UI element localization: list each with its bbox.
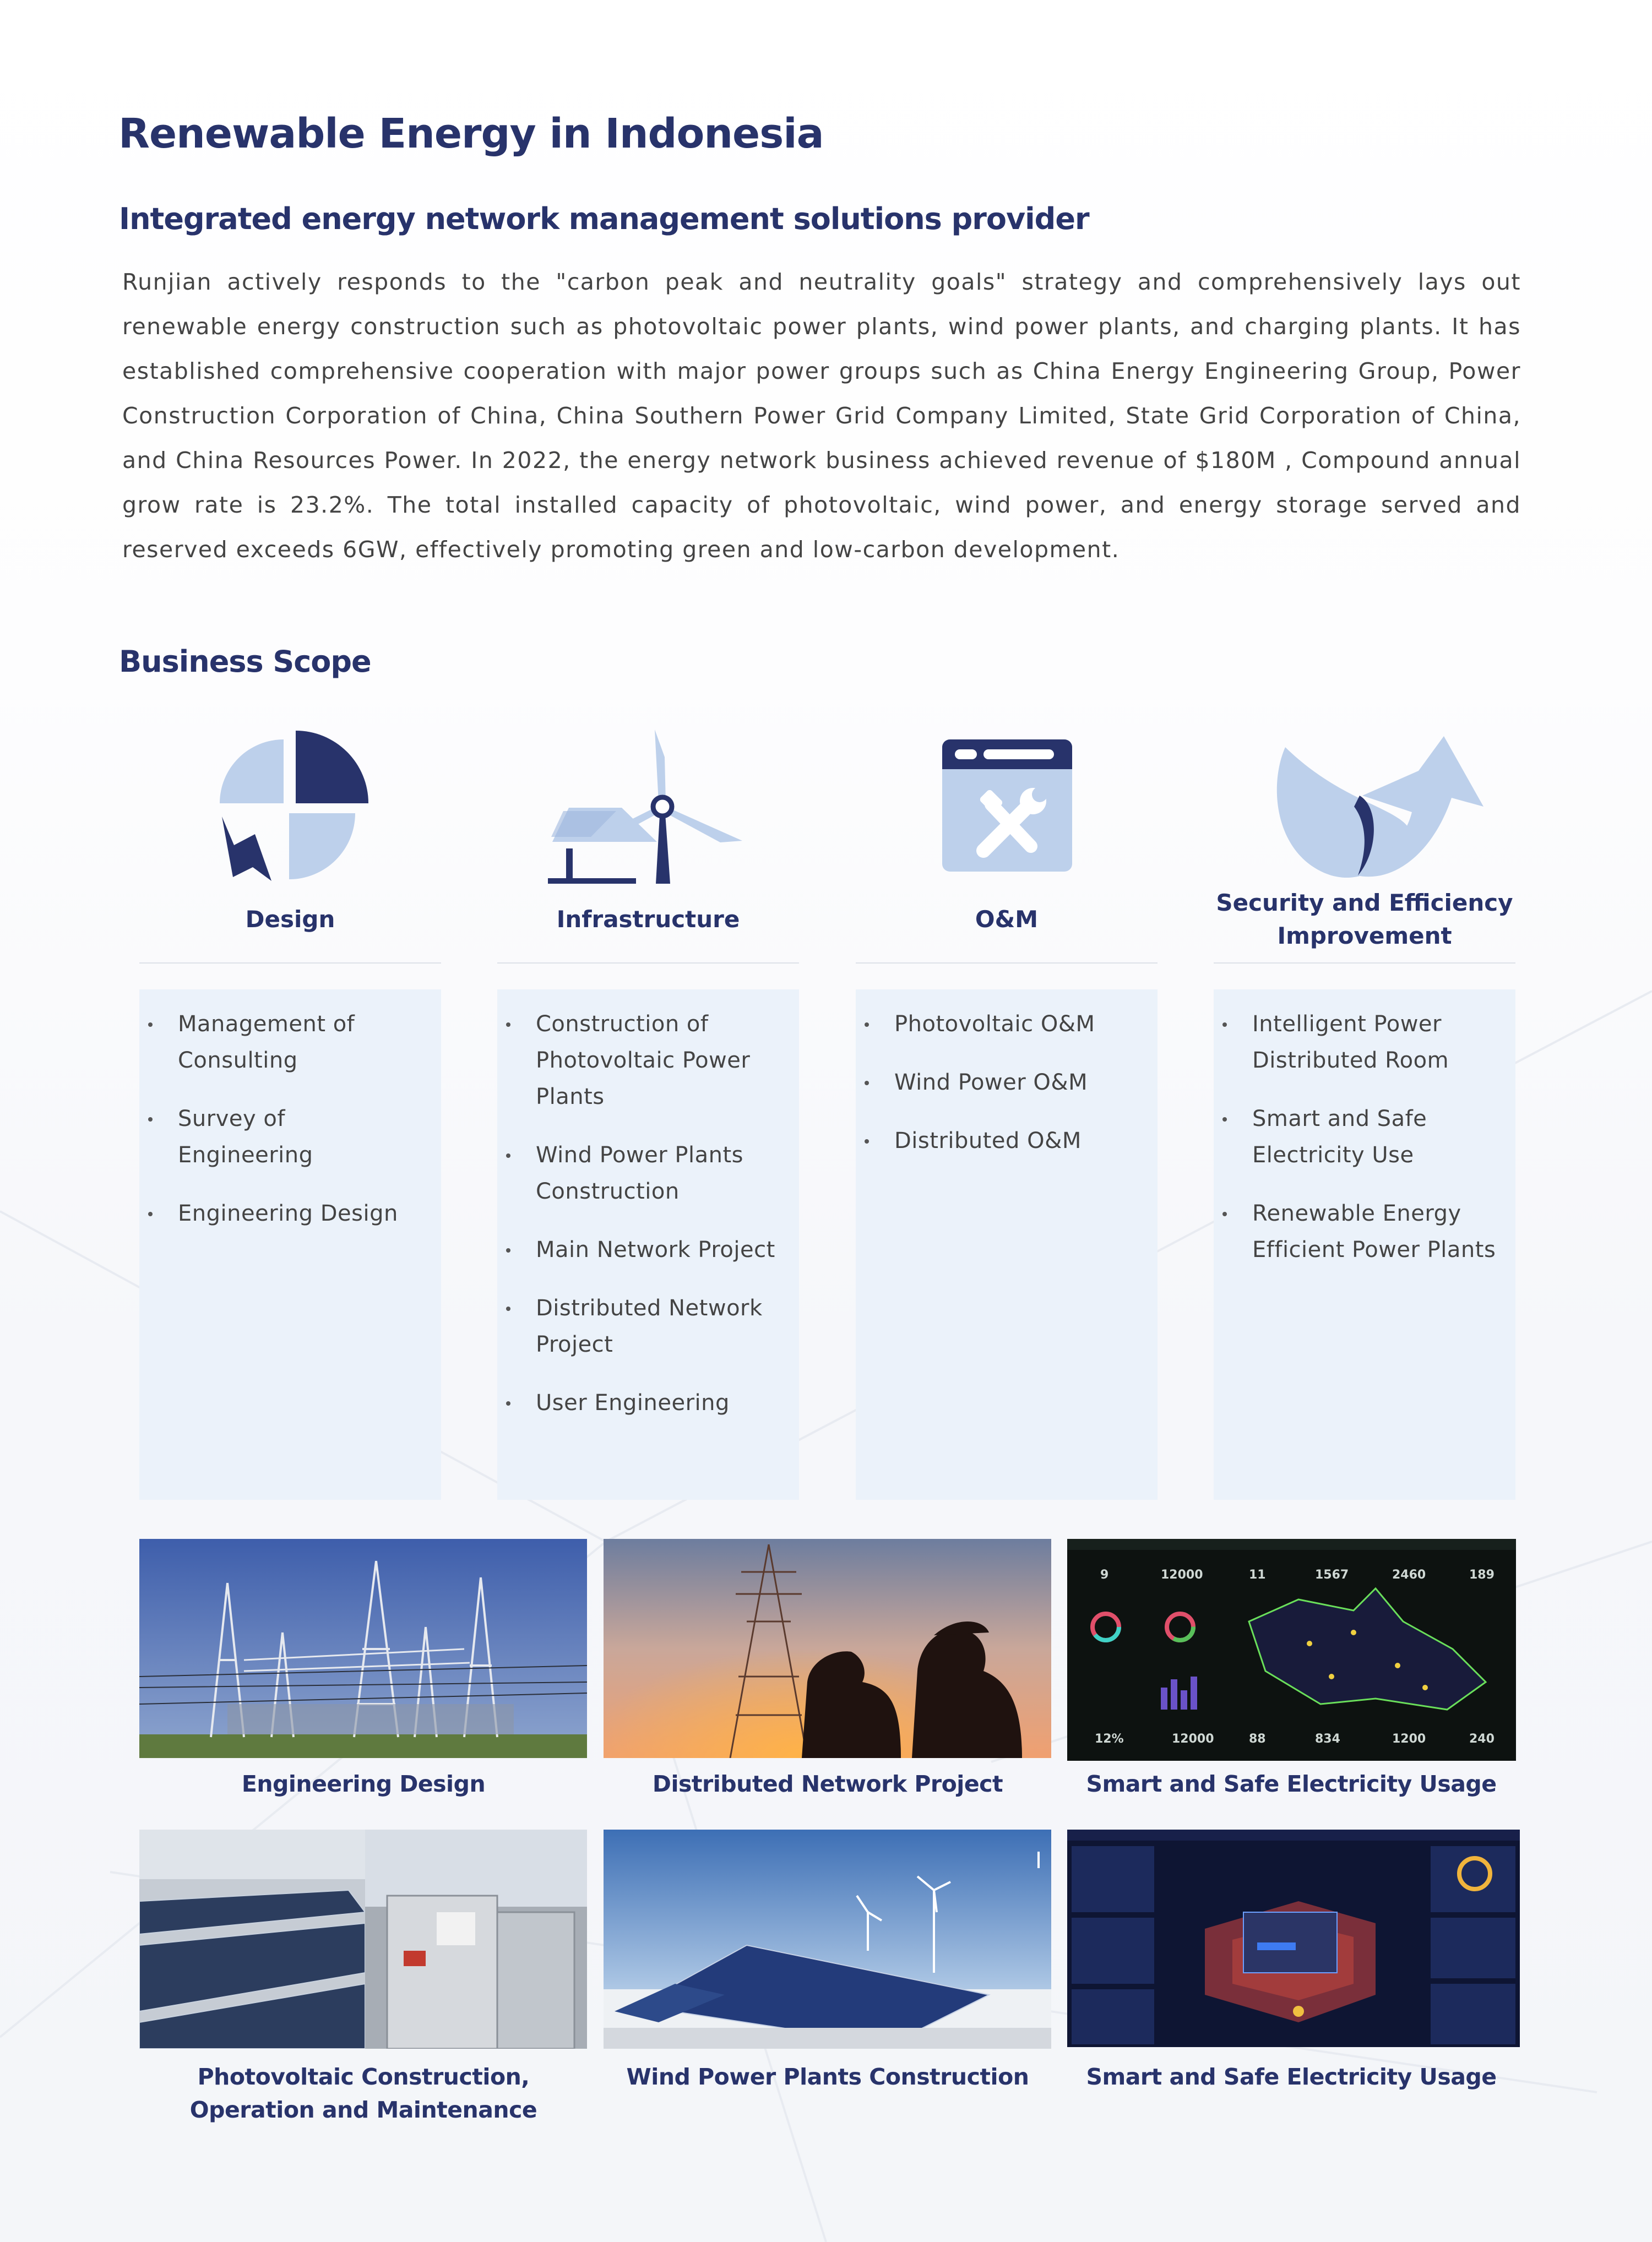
solar-and-wind-farm-photo	[604, 1830, 1051, 2049]
caption-line-1: Photovoltaic Construction,	[197, 2064, 530, 2090]
security-efficiency-label: Security and Efficiency Improvement	[1216, 889, 1513, 949]
wind-turbine-solar-icon	[497, 724, 799, 889]
intro-paragraph: Runjian actively responds to the "carbon peak and neutrality goals" strategy and comprehensively lays out renewable energy construction such as photovoltaic power plants, wind power plants, and charging plants. It has established comprehensive cooperation with major power groups such as China Energy Engineering Group, Power Construction Corporation of China, China Southern Power Grid Company Limited, State Grid Corporation of China, and China Resources Power. In 2022, the energy network business achieved revenue of $180M , Compound annual grow rate is 23.2%. The total installed capacity of photovoltaic, wind power, and energy storage served and reserved exceeds 6GW, effectively promoting green and low-carbon development.	[122, 269, 1521, 563]
tools-window-icon	[856, 724, 1158, 889]
design-list-box	[139, 989, 441, 1500]
page-title: Renewable Energy in Indonesia	[118, 110, 824, 157]
dashboard-number: 2460	[1392, 1568, 1426, 1582]
caption-line-2: Operation and Maintenance	[189, 2097, 537, 2123]
caption-distributed-network-project: Distributed Network Project	[652, 1771, 1003, 1797]
workers-at-sunset-photo	[604, 1539, 1051, 1758]
infrastructure-divider	[497, 962, 799, 964]
map-dashboard-screenshot	[1067, 1539, 1516, 1761]
dashboard-number: 12%	[1095, 1732, 1124, 1746]
dashboard-number: 834	[1315, 1732, 1340, 1746]
list-item: Wind Power O&M	[894, 1064, 1141, 1101]
infrastructure-list-box	[497, 989, 799, 1500]
list-item: Wind Power Plants Construction	[536, 1137, 782, 1210]
list-item: Distributed Network Project	[536, 1290, 782, 1363]
caption-smart-safe-electricity-2: Smart and Safe Electricity Usage	[1086, 2064, 1497, 2090]
dashboard-number: 1567	[1315, 1568, 1349, 1582]
dashboard-number: 11	[1249, 1568, 1266, 1582]
om-list-box	[856, 989, 1158, 1500]
pie-chart-icon	[139, 724, 441, 889]
security-efficiency-list-box	[1214, 989, 1515, 1500]
list-item: Main Network Project	[536, 1232, 782, 1268]
design-label: Design	[245, 906, 335, 933]
caption-engineering-design: Engineering Design	[241, 1771, 486, 1797]
list-item: Construction of Photovoltaic Power Plants	[536, 1006, 782, 1115]
list-item: Renewable Energy Efficient Power Plants	[1252, 1195, 1499, 1268]
list-item: Smart and Safe Electricity Use	[1252, 1101, 1499, 1173]
design-divider	[139, 962, 441, 964]
caption-photovoltaic-construction	[132, 2060, 595, 2126]
om-divider	[856, 962, 1158, 964]
page-subtitle: Integrated energy network management solutions provider	[119, 202, 1089, 236]
dashboard-number: 9	[1100, 1568, 1109, 1582]
caption-wind-power-construction: Wind Power Plants Construction	[626, 2064, 1029, 2090]
3d-control-dashboard-screenshot	[1067, 1830, 1520, 2047]
leaf-growth-arrow-icon	[1214, 724, 1515, 889]
list-item: Engineering Design	[178, 1195, 425, 1232]
caption-smart-safe-electricity-1: Smart and Safe Electricity Usage	[1086, 1771, 1497, 1797]
list-item: Photovoltaic O&M	[894, 1006, 1141, 1042]
list-item: Management of Consulting	[178, 1006, 425, 1079]
dashboard-number: 1200	[1392, 1732, 1426, 1746]
list-item: Survey of Engineering	[178, 1101, 425, 1173]
dashboard-number: 88	[1249, 1732, 1266, 1746]
om-label: O&M	[975, 906, 1039, 933]
dashboard-number: 12000	[1172, 1732, 1214, 1746]
infrastructure-label: Infrastructure	[556, 906, 740, 933]
dashboard-number: 189	[1469, 1568, 1495, 1582]
list-item: Distributed O&M	[894, 1123, 1141, 1159]
dashboard-number: 240	[1469, 1732, 1495, 1746]
rooftop-solar-photo	[139, 1830, 587, 2049]
business-scope-title: Business Scope	[119, 644, 371, 679]
security-efficiency-divider	[1214, 962, 1515, 964]
list-item: User Engineering	[536, 1385, 782, 1421]
list-item: Intelligent Power Distributed Room	[1252, 1006, 1499, 1079]
dashboard-number: 12000	[1161, 1568, 1203, 1582]
substation-photo	[139, 1539, 587, 1758]
